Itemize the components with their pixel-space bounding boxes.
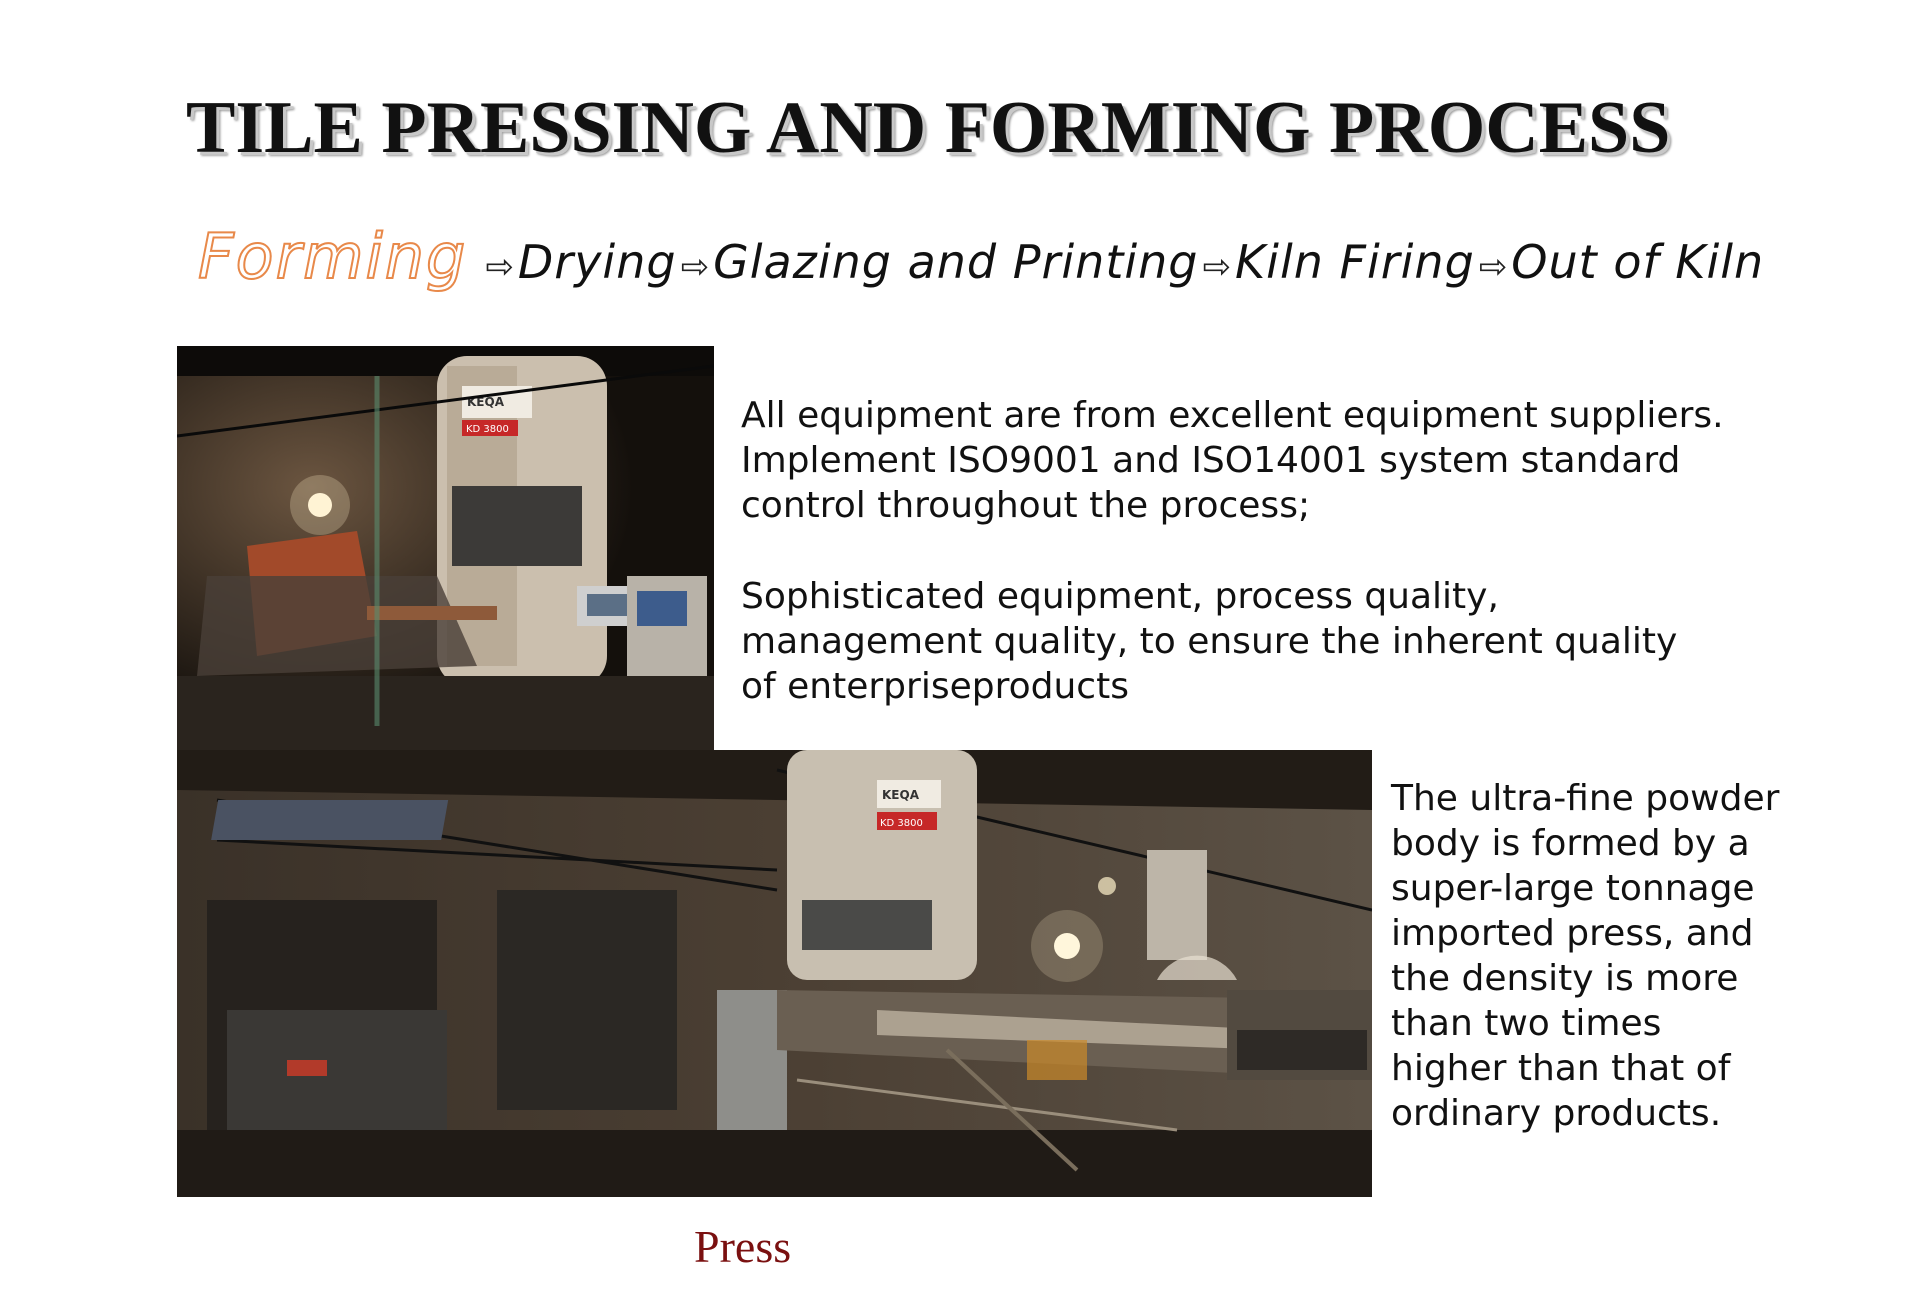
powder-paragraph (1391, 776, 1779, 1136)
process-flow (198, 220, 1764, 293)
step-kiln-firing: Kiln Firing (1235, 235, 1475, 289)
press-brand-label: KEQA (467, 395, 504, 409)
equipment-line-2: Implement ISO9001 and ISO14001 system standard (741, 440, 1681, 481)
powder-line-1: The ultra-fine powder (1391, 778, 1780, 819)
quality-line-2: management quality, to ensure the inherent quality (741, 621, 1678, 662)
quality-line-3: of enterpriseproducts (741, 666, 1129, 707)
powder-line-2: body is formed by a (1391, 823, 1750, 864)
equipment-line-1: All equipment are from excellent equipment suppliers. (741, 395, 1724, 436)
quality-paragraph (741, 574, 1677, 709)
photo-caption: Press (694, 1221, 792, 1272)
powder-line-5: the density is more (1391, 958, 1739, 999)
page-title: TILE PRESSING AND FORMING PROCESS (186, 87, 1671, 169)
step-glazing-printing: Glazing and Printing (713, 235, 1199, 289)
press-machine-photo (177, 346, 714, 750)
press-model-label: KD 3800 (466, 424, 509, 435)
press-model-label: KD 3800 (880, 818, 923, 829)
equipment-paragraph (741, 393, 1724, 528)
step-drying: Drying (517, 235, 677, 289)
step-out-of-kiln: Out of Kiln (1511, 235, 1765, 289)
press-brand-label: KEQA (882, 788, 919, 802)
powder-line-6: than two times (1391, 1003, 1662, 1044)
step-forming: Forming (198, 220, 468, 293)
powder-line-4: imported press, and (1391, 913, 1754, 954)
arrow-right-icon: ⇨ (1478, 247, 1508, 287)
arrow-right-icon: ⇨ (1202, 247, 1231, 287)
arrow-right-icon: ⇨ (680, 247, 710, 287)
equipment-line-3: control throughout the process; (741, 485, 1311, 526)
quality-line-1: Sophisticated equipment, process quality, (741, 576, 1499, 617)
powder-line-3: super-large tonnage (1391, 868, 1755, 909)
arrow-right-icon: ⇨ (485, 247, 514, 287)
powder-line-7: higher than that of (1391, 1048, 1731, 1089)
press-line-photo (177, 750, 1372, 1197)
powder-line-8: ordinary products. (1391, 1093, 1722, 1134)
